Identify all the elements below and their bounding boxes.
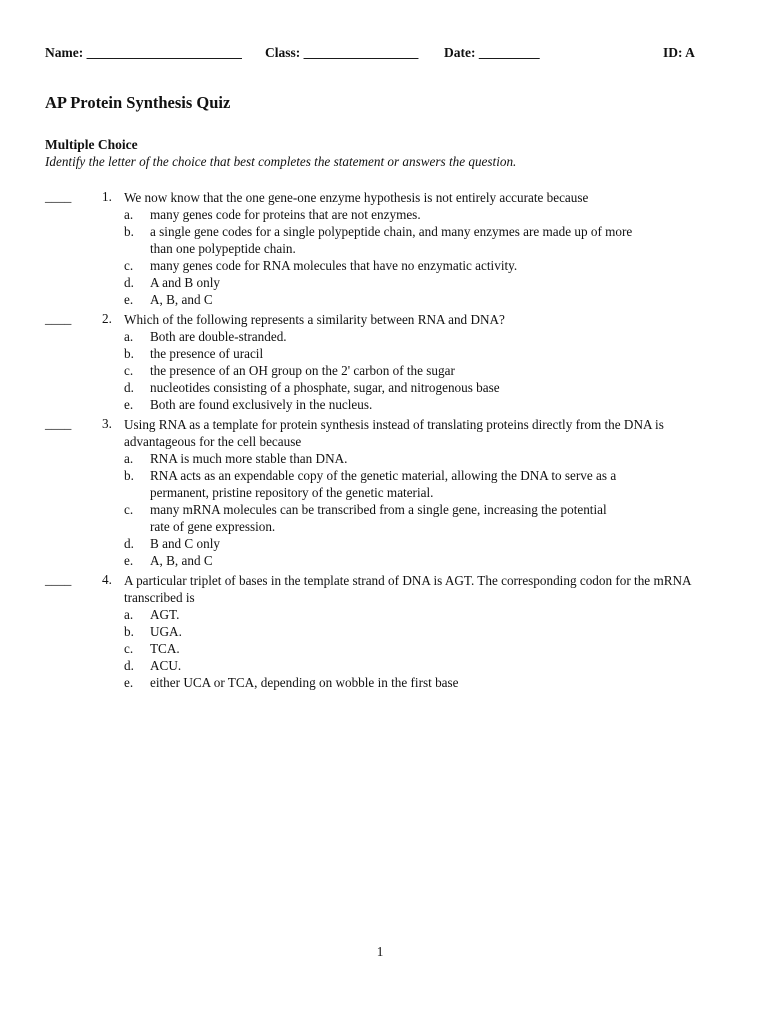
choice-list [45,328,725,413]
choice-letter: b. [124,346,134,361]
choice-e [45,291,725,308]
choice-letter: e. [124,292,134,307]
question-text: Which of the following represents a similarity between RNA and DNA? [124,312,505,327]
choice-letter: a. [124,207,134,222]
choice-letter: b. [124,224,134,239]
choice-b [45,467,725,501]
choice-letter: e. [124,553,134,568]
choice-text: TCA. [150,641,180,656]
choice-c [45,640,725,657]
choice-letter: b. [124,468,134,483]
choice-d [45,657,725,674]
choice-text: many genes code for RNA molecules that have no enzymatic activity. [150,258,518,273]
question-number: 3. [102,416,112,431]
id-label: ID: A [663,45,695,60]
choice-b [45,345,725,362]
choice-list [45,206,725,308]
choice-letter: a. [124,607,134,622]
choice-letter: a. [124,451,134,466]
choice-letter: c. [124,363,134,378]
choice-text: A, B, and C [150,553,213,568]
choice-letter: d. [124,658,134,673]
choice-text: A, B, and C [150,292,213,307]
choice-text: RNA is much more stable than DNA. [150,451,348,466]
choice-text: RNA acts as an expendable copy of the genetic material, allowing the DNA to serve as a permanent, pristine repository of the genetic material. [150,468,617,500]
answer-blank: ____ [45,416,72,431]
choice-text: Both are double-stranded. [150,329,287,344]
choice-text: a single gene codes for a single polypeptide chain, and many enzymes are made up of more than one polypeptide chain. [150,224,633,256]
choice-e [45,396,725,413]
question-2 [45,311,725,413]
choice-list [45,450,725,569]
class-field: Class: _________________ [265,45,419,60]
choice-c [45,257,725,274]
choice-e [45,674,725,691]
choice-letter: c. [124,258,134,273]
section-heading: Multiple Choice [45,137,138,152]
choice-letter: d. [124,275,134,290]
choice-text: Both are found exclusively in the nucleus. [150,397,373,412]
answer-blank: ____ [45,189,72,204]
choice-text: AGT. [150,607,180,622]
choice-c [45,501,725,535]
choice-a [45,450,725,467]
choice-a [45,328,725,345]
choice-letter: c. [124,502,134,517]
choice-b [45,623,725,640]
question-number: 1. [102,189,112,204]
choice-text: many genes code for proteins that are not enzymes. [150,207,421,222]
choice-letter: b. [124,624,134,639]
choice-text: either UCA or TCA, depending on wobble in the first base [150,675,459,690]
choice-letter: c. [124,641,134,656]
page-title: AP Protein Synthesis Quiz [45,93,231,112]
choice-text: UGA. [150,624,182,639]
answer-blank: ____ [45,311,72,326]
date-field: Date: _________ [444,45,540,60]
choice-a [45,206,725,223]
choice-letter: d. [124,380,134,395]
question-text: We now know that the one gene-one enzyme hypothesis is not entirely accurate because [124,190,589,205]
choice-b [45,223,725,257]
choice-text: B and C only [150,536,220,551]
question-list [45,189,725,691]
choice-text: many mRNA molecules can be transcribed from a single gene, increasing the potential rate of gene expression. [150,502,607,534]
choice-letter: a. [124,329,134,344]
question-4 [45,572,725,691]
choice-text: the presence of uracil [150,346,264,361]
choice-c [45,362,725,379]
page-number: 1 [376,944,384,959]
choice-letter: d. [124,536,134,551]
question-3 [45,416,725,569]
question-1 [45,189,725,308]
choice-d [45,535,725,552]
choice-text: the presence of an OH group on the 2' carbon of the sugar [150,363,455,378]
header [45,45,705,65]
choice-a [45,606,725,623]
choice-text: ACU. [150,658,182,673]
question-number: 2. [102,311,112,326]
choice-list [45,606,725,691]
choice-letter: e. [124,675,134,690]
question-number: 4. [102,572,112,587]
choice-e [45,552,725,569]
question-text: Using RNA as a template for protein synthesis instead of translating proteins directly from the DNA is advantageous for the cell because [124,417,664,449]
choice-text: nucleotides consisting of a phosphate, sugar, and nitrogenous base [150,380,500,395]
choice-d [45,379,725,396]
question-text: A particular triplet of bases in the template strand of DNA is AGT. The corresponding codon for the mRNA transcribed is [124,573,691,605]
choice-letter: e. [124,397,134,412]
instructions: Identify the letter of the choice that best completes the statement or answers the question. [45,154,517,169]
choice-d [45,274,725,291]
name-field: Name: _______________________ [45,45,242,60]
choice-text: A and B only [150,275,220,290]
answer-blank: ____ [45,572,72,587]
